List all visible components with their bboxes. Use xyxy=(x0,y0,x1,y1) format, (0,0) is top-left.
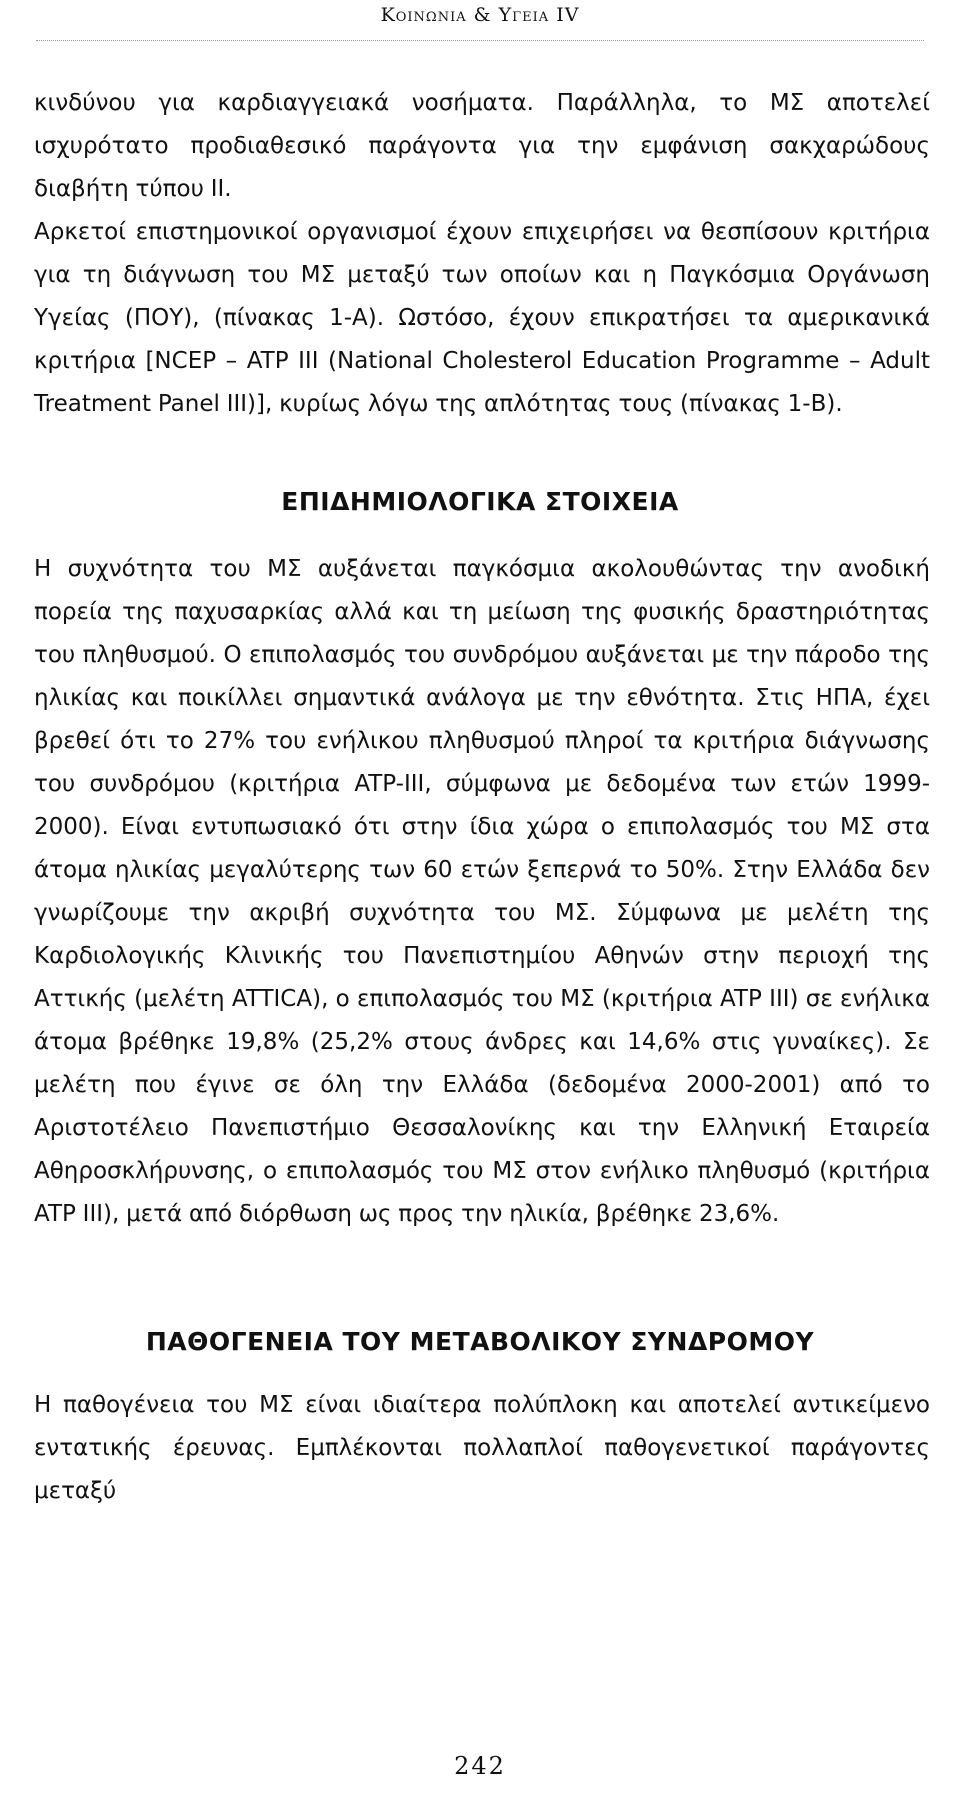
intro-text xyxy=(34,82,930,426)
section-heading-pathogenesis: ΠΑΘΟΓΕΝΕΙΑ ΤΟΥ ΜΕΤΑΒΟΛΙΚΟΥ ΣΥΝΔΡΟΜΟΥ xyxy=(145,1327,815,1356)
epidemiology-text xyxy=(34,548,930,1236)
header-rule xyxy=(36,40,924,41)
pathogenesis-paragraph: Η παθογένεια του ΜΣ είναι ιδιαίτερα πολύπλοκη και αποτελεί αντικείμενο εντατικής έρευνας. Εμπλέκονται πολλαπλοί παθογενετικοί παράγοντες μεταξύ xyxy=(34,1392,930,1504)
pathogenesis-text xyxy=(34,1384,930,1513)
epidemiology-paragraph: Η συχνότητα του ΜΣ αυξάνεται παγκόσμια ακολουθώντας την ανοδική πορεία της παχυσαρκίας αλλά και τη μείωση της φυσικής δραστηριότητας του πληθυσμού. Ο επιπολασμός του συνδρόμου αυξάνεται με την πάροδο της ηλικίας και ποικίλλει σημαντικά ανάλογα με την εθνότητα. Στις ΗΠΑ, έχει βρεθεί ότι το 27% του ενήλικου πληθυσμού πληροί τα κριτήρια διάγνωσης του συνδρόμου (κριτήρια ATP-III, σύμφωνα με δεδομένα των ετών 1999-2000). Είναι εντυπωσιακό ότι στην ίδια χώρα ο επιπολασμός του ΜΣ στα άτομα ηλικίας μεγαλύτερης των 60 ετών ξεπερνά το 50%. Στην Ελλάδα δεν γνωρίζουμε την ακριβή συχνότητα του ΜΣ. Σύμφωνα με μελέτη της Καρδιολογικής Κλινικής του Πανεπιστημίου Αθηνών στην περιοχή της Αττικής (μελέτη ATTICA), ο επιπολασμός του ΜΣ (κριτήρια ATP III) σε ενήλικα άτομα βρέθηκε 19,8% (25,2% στους άνδρες και 14,6% στις γυναίκες). Σε μελέτη που έγινε σε όλη την Ελλάδα (δεδομένα 2000-2001) από το Αριστοτέλειο Πανεπιστήμιο Θεσσαλονίκης και την Ελληνική Εταιρεία Αθηροσκλήρυνσης, ο επιπολασμός του ΜΣ στον ενήλικο πληθυσμό (κριτήρια ATP III), μετά από διόρθωση ως προς την ηλικία, βρέθηκε 23,6%. xyxy=(34,556,930,1227)
section-heading-epidemiology: ΕΠΙΔΗΜΙΟΛΟΓΙΚΑ ΣΤΟΙΧΕΙΑ xyxy=(281,487,679,516)
running-header: Κοινωνια & Υγεια IV xyxy=(380,4,580,26)
page-number: 242 xyxy=(454,1752,506,1780)
intro-paragraph-2: Αρκετοί επιστημονικοί οργανισμοί έχουν επιχειρήσει να θεσπίσουν κριτήρια για τη διάγνωση του ΜΣ μεταξύ των οποίων και η Παγκόσμια Οργάνωση Υγείας (ΠΟΥ), (πίνακας 1-Α). Ωστόσο, έχουν επικρατήσει τα αμερικανικά κριτήρια [NCEP – ATP III (National Cholesterol Education Programme – Adult Treatment Panel III)], κυρίως λόγω της απλότητας τους (πίνακας 1-Β). xyxy=(34,219,930,417)
intro-paragraph-1: κινδύνου για καρδιαγγειακά νοσήματα. Παράλληλα, το ΜΣ αποτελεί ισχυρότατο προδιαθεσικό παράγοντα για την εμφάνιση σακχαρώδους διαβήτη τύπου ΙΙ. xyxy=(34,90,930,202)
